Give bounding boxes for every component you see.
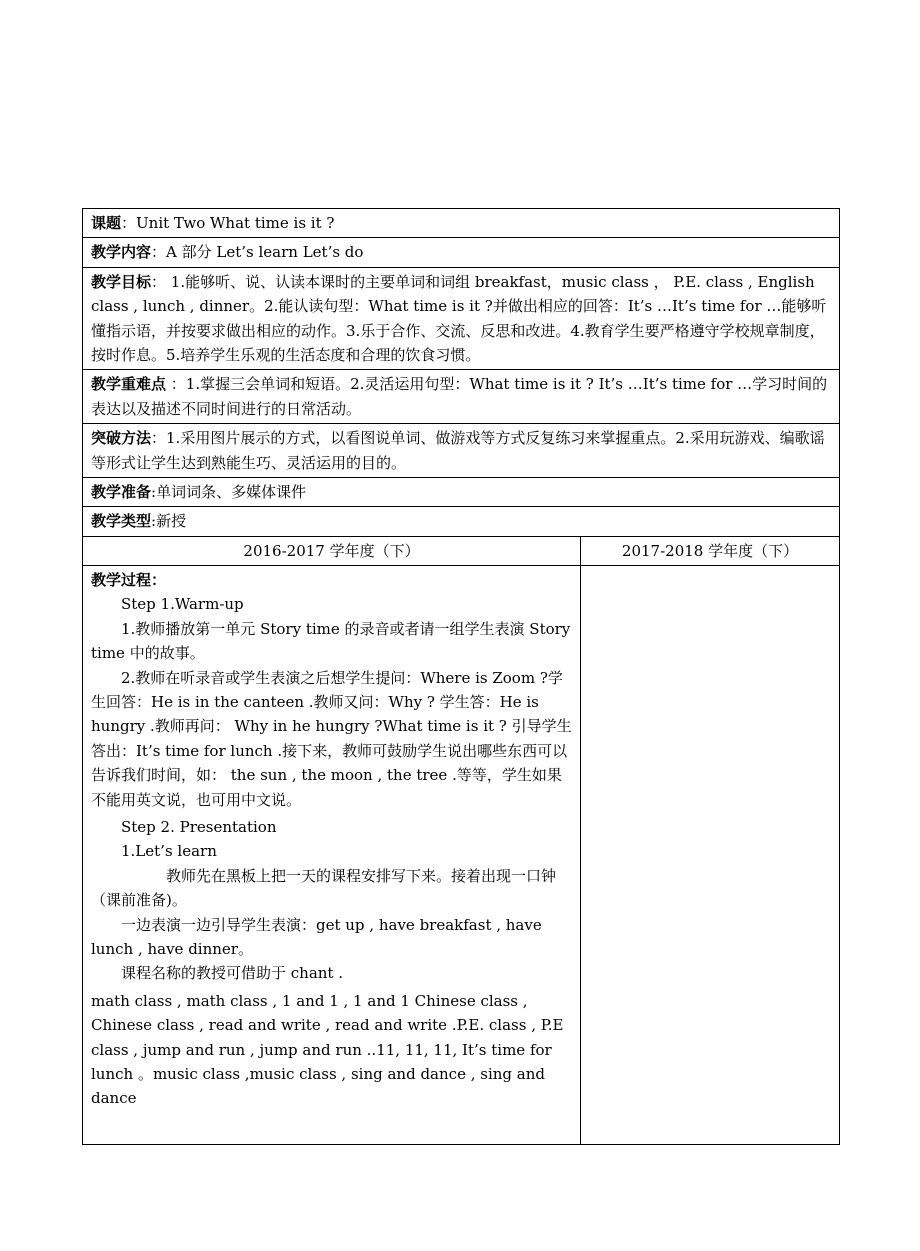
topic-value: ：Unit Two What time is it ?	[121, 214, 335, 232]
process-paragraph-1: 1.教师播放第一单元 Story time 的录音或者请一组学生表演 Story time 中的故事。	[91, 619, 571, 663]
prep-row	[83, 478, 840, 507]
type-row	[83, 507, 840, 536]
lets-learn-heading: 1.Let’s learn	[121, 842, 217, 861]
process-paragraph-4: 一边表演一边引导学生表演：get up , have breakfast , have lunch , have dinner。	[91, 915, 542, 958]
lesson-plan	[82, 208, 839, 1145]
goals-row	[83, 267, 840, 370]
goals-label: 教学目标	[91, 272, 152, 291]
year-header-row	[83, 536, 840, 565]
chant-text: math class , math class , 1 and 1 , 1 and 1 Chinese class , Chinese class , read and write , read and write .P.E. class , P.E class , jump and run , jump and run ..11, 11, 11, It’s time for lunch 。music class ,music class , sing and dance , sing and dance	[91, 991, 564, 1108]
topic-label: 课题	[91, 214, 122, 232]
type-label: 教学类型	[91, 512, 152, 531]
process-row	[83, 565, 840, 1144]
methods-label: 突破方法	[91, 429, 152, 448]
content-row	[83, 238, 840, 267]
process-paragraph-5: 课程名称的教授可借助于 chant .	[121, 964, 343, 983]
key-points-row	[83, 370, 840, 424]
step1-heading: Step 1.Warm-up	[121, 595, 244, 614]
key-points-value: ：1.掌握三会单词和短语。2.灵活运用句型：What time is it ? It’s …It’s time for …学习时间的表达以及描述不同时间进行的日常活动。	[91, 375, 828, 418]
content-label: 教学内容	[91, 243, 152, 262]
goals-value: ： 1.能够听、说、认读本课时的主要单词和词组 breakfast，music class ， P.E. class , English class , lunch , dinner。2.能认读句型：What time is it ?并做出相应的回答：It’s …It’s time for …能够听懂指示语，并按要求做出相应的动作。3.乐于合作、交流、反思和改进。4.教育学生要严格遵守学校规章制度，按时作息。5.培养学生乐观的生活态度和合理的饮食习惯。	[91, 272, 827, 365]
year-header-right: 2017-2018 学年度（下）	[581, 536, 840, 565]
type-value: :新授	[151, 512, 187, 531]
content-value: ：A 部分 Let’s learn Let’s do	[151, 243, 364, 262]
process-paragraph-2: 2.教师在听录音或学生表演之后想学生提问：Where is Zoom ?学生回答：He is in the canteen .教师又问：Why ? 学生答：He is hungry .教师再问： Why in he hungry ?What time is it ? 引导学生答出：It’s time for lunch .接下来，教师可鼓励学生说出哪些东西可以告诉我们时间，如： the sun , the moon , the tree .等等，学生如果不能用英文说，也可用中文说。	[91, 668, 572, 809]
process-label: 教学过程：	[91, 570, 167, 589]
lesson-plan-table	[82, 208, 840, 1145]
prep-label: 教学准备	[91, 483, 152, 502]
prep-value: :单词词条、多媒体课件	[151, 483, 307, 502]
right-column-empty-cell	[581, 565, 840, 1144]
key-points-label: 教学重难点	[91, 375, 167, 394]
year-header-left: 2016-2017 学年度（下）	[83, 536, 581, 565]
step2-heading: Step 2. Presentation	[121, 817, 277, 836]
process-paragraph-3: 教师先在黑板上把一天的课程安排写下来。接着出现一口钟（课前准备)。	[91, 866, 557, 910]
methods-value: ：1.采用图片展示的方式，以看图说单词、做游戏等方式反复练习来掌握重点。2.采用玩游戏、编歌谣等形式让学生达到熟能生巧、灵活运用的目的。	[91, 429, 825, 472]
process-cell	[83, 565, 581, 1144]
topic-row	[83, 209, 840, 238]
methods-row	[83, 424, 840, 478]
